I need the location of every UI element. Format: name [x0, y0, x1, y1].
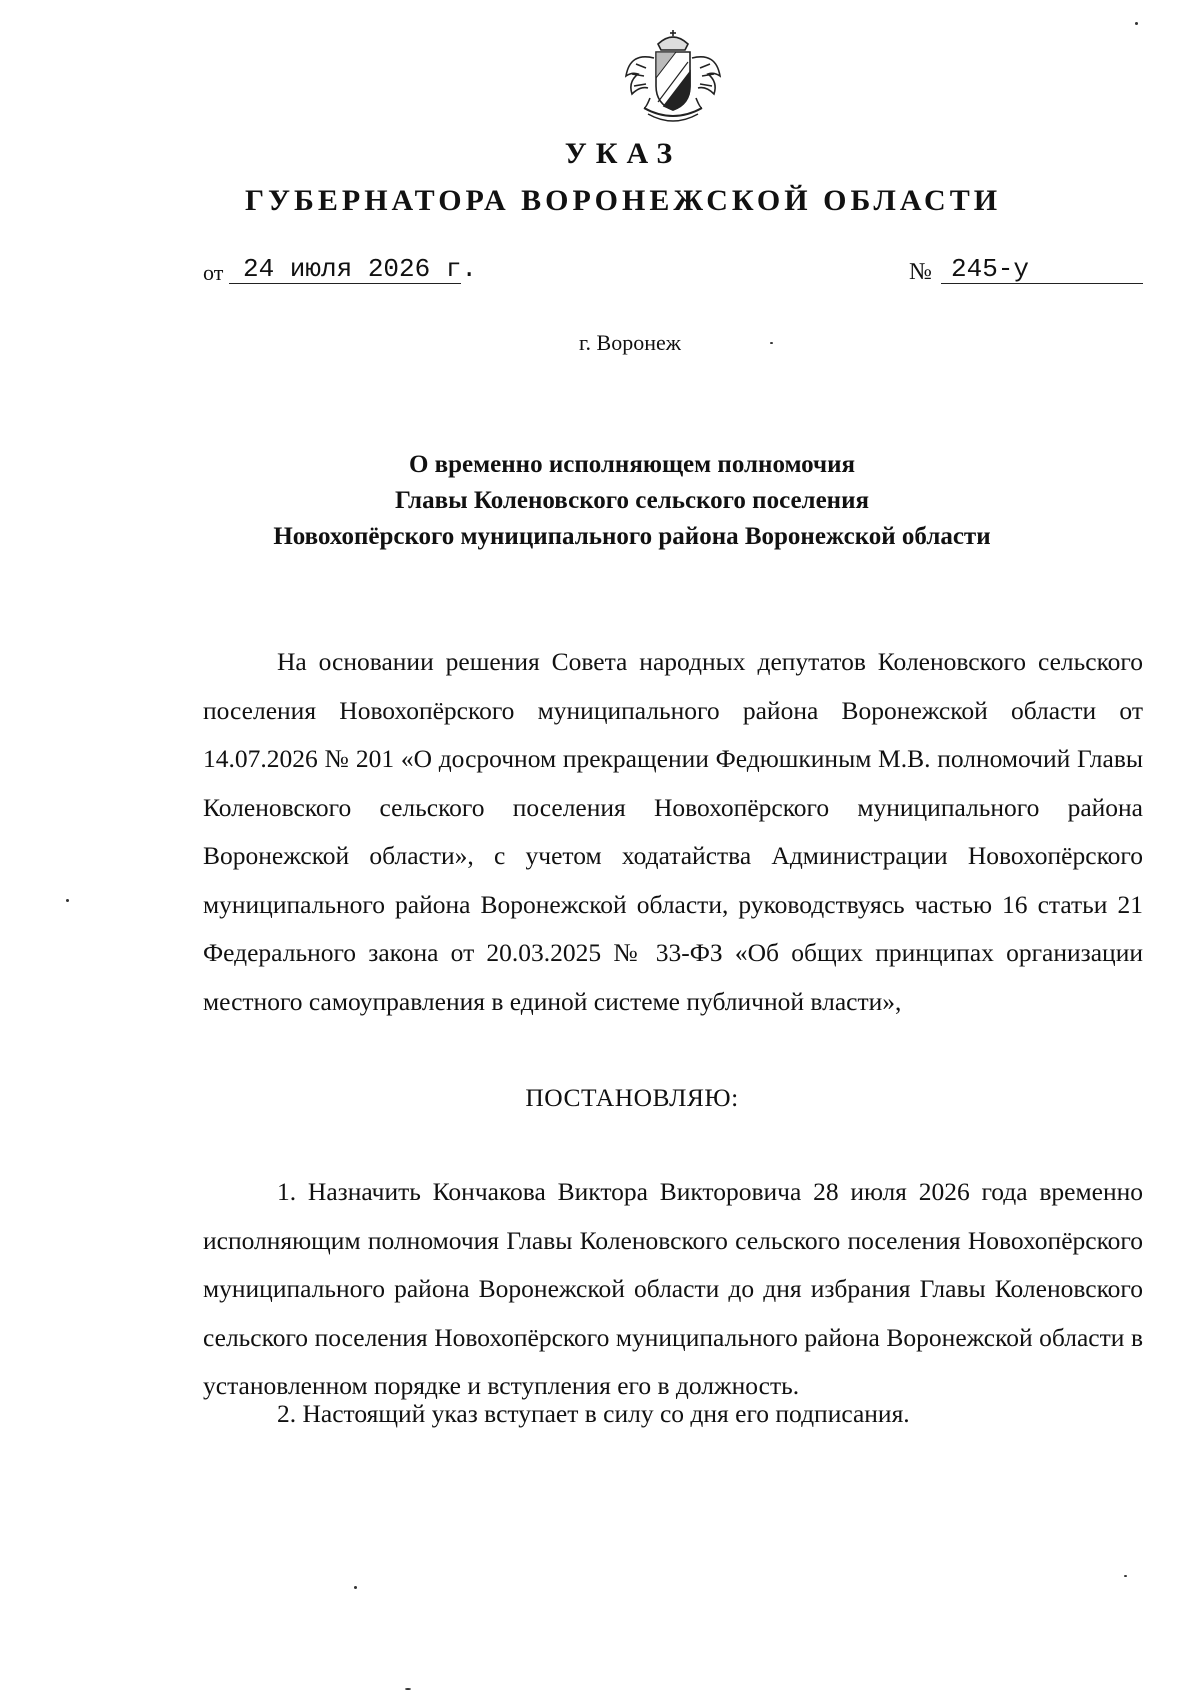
date-prefix: от: [203, 260, 224, 285]
preamble-block: [203, 638, 1143, 1026]
scan-speck: [1124, 1575, 1127, 1577]
clause-paragraph: 1. Назначить Кончакова Виктора Викторовича 28 июля 2026 года временно исполняющим полномочия Главы Коленовского сельского поселения Новохопёрского муниципального района Воронежской области до дня избрания Главы Коленовского сельского поселения Новохопёрского муниципального района Воронежской области в установленном порядке и вступления его в должность.: [203, 1177, 1143, 1400]
heading-line: О временно исполняющем полномочия: [408, 451, 856, 478]
clause-block-1: [203, 1168, 1143, 1411]
document-title: УКАЗ: [564, 137, 682, 170]
clause-block-2: [203, 1390, 1143, 1439]
resolve-word: ПОСТАНОВЛЯЮ:: [525, 1083, 739, 1112]
document-issuer: ГУБЕРНАТОРА ВОРОНЕЖСКОЙ ОБЛАСТИ: [244, 184, 1002, 217]
voronezh-coat-of-arms-icon: [618, 28, 728, 128]
preamble-paragraph: На основании решения Совета народных депутатов Коленовского сельского поселения Новохопёрского муниципального района Воронежской области от 14.07.2026 № 201 «О досрочном прекращении Федюшкиным М.В. полномочий Главы Коленовского сельского поселения Новохопёрского муниципального района Воронежской области», с учетом ходатайства Администрации Новохопёрского муниципального района Воронежской области, руководствуясь частью 16 статьи 21 Федерального закона от 20.03.2025 № 33-ФЗ «Об общих принципах организации местного самоуправления в единой системе публичной власти»,: [203, 647, 1143, 1016]
clause-paragraph: 2. Настоящий указ вступает в силу со дня его подписания.: [277, 1399, 910, 1428]
document-date: 24 июля 2026 г.: [243, 254, 478, 284]
scan-speck: [405, 1688, 411, 1690]
document-heading: [0, 447, 1200, 555]
document-city: г. Воронеж: [579, 330, 681, 355]
scan-speck: [66, 899, 69, 902]
scan-speck: [354, 1586, 357, 1589]
scan-speck: [770, 342, 773, 344]
number-prefix: №: [909, 259, 932, 285]
heading-line: Новохопёрского муниципального района Воронежской области: [273, 523, 991, 550]
scan-speck: [1135, 22, 1138, 25]
date-number-row: [203, 252, 1143, 292]
document-number: 245-у: [951, 254, 1030, 284]
heading-line: Главы Коленовского сельского поселения: [394, 487, 870, 514]
